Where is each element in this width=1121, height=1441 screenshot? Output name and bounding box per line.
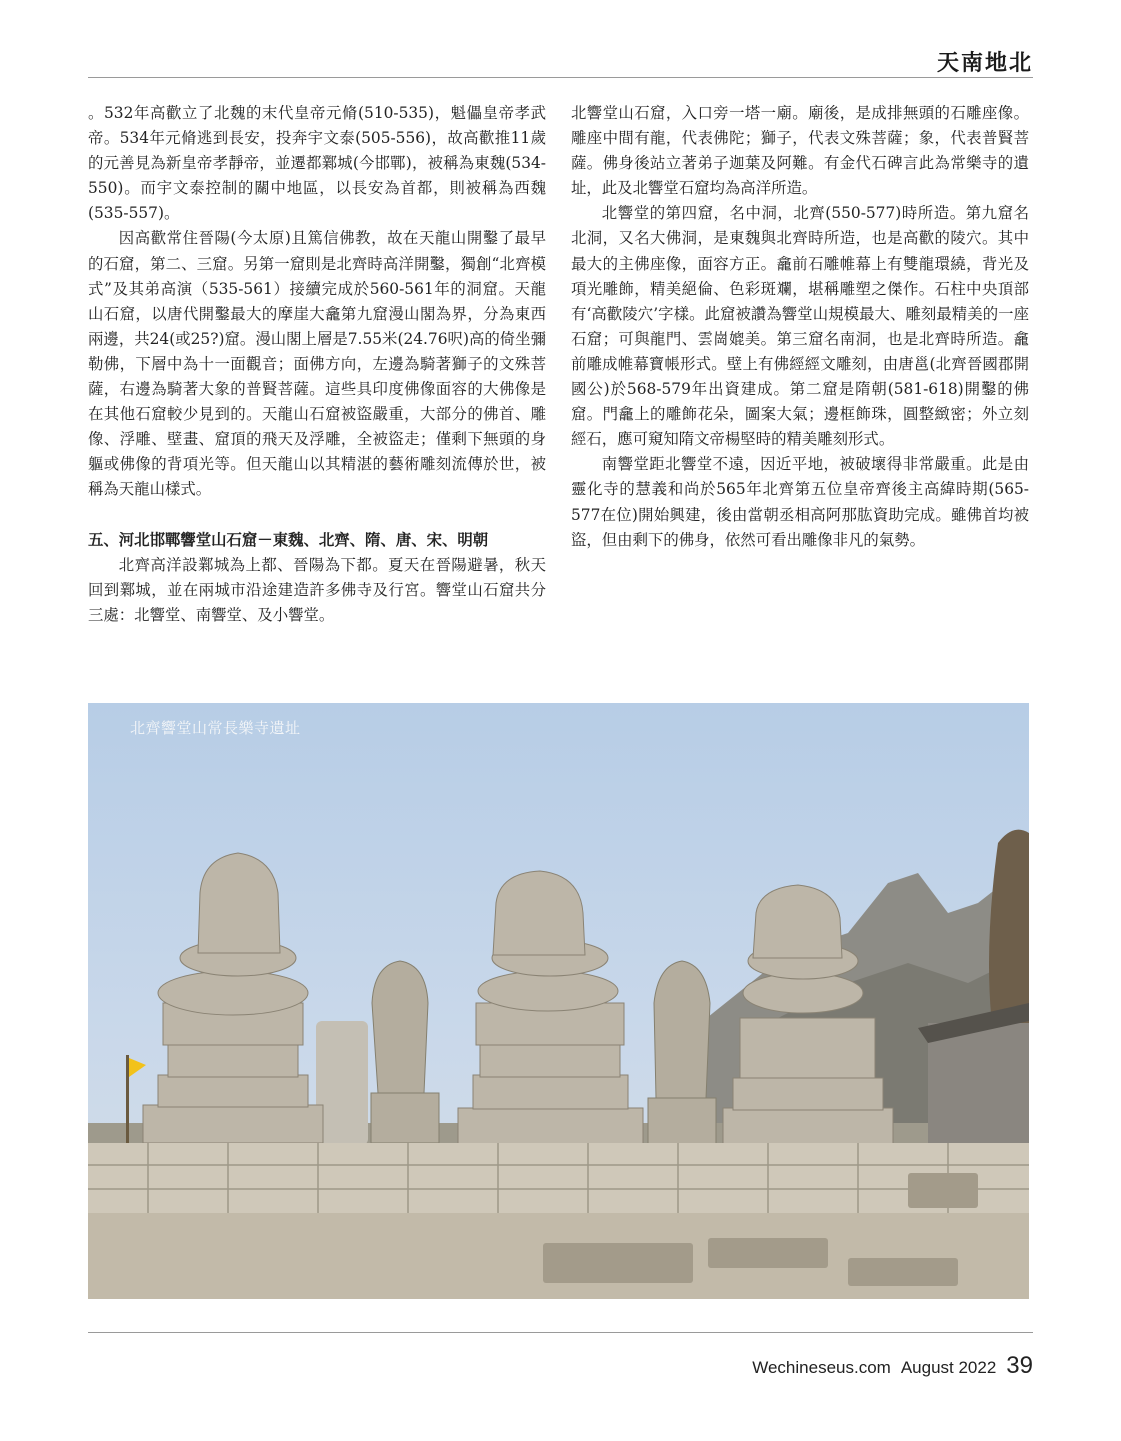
tree-cliff — [989, 830, 1029, 1033]
right-paragraph-1: 北響堂山石窟，入口旁一塔一廟。廟後，是成排無頭的石雕座像。雕座中間有龍，代表佛陀；獅子，代表文殊菩薩；象，代表普賢菩薩。佛身後站立著弟子迦葉及阿難。有金代石碑言此為常樂寺的遺址，此及北響堂石窟均為高洋所造。 — [571, 104, 1029, 198]
right-paragraph-2: 北響堂的第四窟，名中洞，北齊(550-577)時所造。第九窟名北洞，又名大佛洞，是東魏與北齊時所造，也是高歡的陵穴。其中最大的主佛座像，面容方正。龕前石雕帷幕上有雙龍環繞，背光及項光雕飾，精美絕倫、色彩斑斕，堪稱雕塑之傑作。石柱中央頂部有‘高歡陵穴’字樣。此窟被讚為響堂山規模最大、雕刻最精美的一座石窟；可與龍門、雲崗媲美。第三窟名南洞，也是北齊時所造。龕前雕成帷幕寶帳形式。壁上有佛經經文雕刻，由唐邕(北齊晉國郡開國公)於568-579年出資建成。第二窟是隋朝(581-618)開鑿的佛窟。門龕上的雕飾花朵，圖案大氣；邊框飾珠，圓整緻密；外立刻經石，應可窺知隋文帝楊堅時的精美雕刻形式。 — [571, 204, 1029, 449]
header-rule — [88, 77, 1033, 78]
flag-pole — [126, 1055, 129, 1145]
photo-caption: 北齊響堂山常長樂寺遺址 — [130, 719, 301, 737]
stone-platform — [88, 1143, 1029, 1213]
right-paragraph-3: 南響堂距北響堂不遠，因近平地，被破壞得非常嚴重。此是由靈化寺的慧義和尚於565年北齊第五位皇帝齊後主高緯時期(565-577在位)開始興建，後由當朝丞相高阿那肱資助完成。雖佛首均被盜，但由剩下的佛身，依然可看出雕像非凡的氣勢。 — [571, 455, 1029, 549]
right-column — [571, 101, 1029, 553]
left-paragraph-2: 因高歡常住晉陽(今太原)且篤信佛教，故在天龍山開鑿了最早的石窟，第二、三窟。另第一窟則是北齊時高洋開鑿，獨創“北齊模式”及其弟高演（535-561）接續完成於560-561年的洞窟。天龍山石窟，以唐代開鑿最大的摩崖大龕第九窟漫山閣為界，分為東西兩邊，共24(或25?)窟。漫山閣上層是7.55米(24.76呎)高的倚坐彌勒佛，下層中為十一面觀音；面佛方向，左邊為騎著獅子的文殊菩薩，右邊為騎著大象的普賢菩薩。這些具印度佛像面容的大佛像是在其他石窟較少見到的。天龍山石窟被盜嚴重，大部分的佛首、雕像、浮雕、壁畫、窟頂的飛天及浮雕，全被盜走；僅剩下無頭的身軀或佛像的背項光等。但天龍山以其精湛的藝術雕刻流傳於世，被稱為天龍山樣式。 — [88, 229, 546, 499]
photo-illustration — [88, 703, 1029, 1299]
footer-site: Wechineseus.com — [752, 1358, 891, 1377]
footer-rule — [88, 1332, 1033, 1333]
headless-buddha-statue-2 — [458, 871, 643, 1144]
headless-buddha-statue-1 — [143, 853, 323, 1143]
temple-ruins-photo — [88, 703, 1029, 1299]
page-number: 39 — [1006, 1352, 1033, 1379]
left-paragraph-3: 北齊高洋設鄴城為上都、晉陽為下都。夏天在晉陽避暑，秋天回到鄴城，並在兩城市沿途建造許多佛寺及行宮。響堂山石窟共分三處：北響堂、南響堂、及小響堂。 — [88, 555, 546, 624]
section-title: 天南地北 — [936, 50, 1033, 76]
footer-issue: August 2022 — [900, 1358, 997, 1377]
building-wall — [928, 1023, 1029, 1163]
left-column — [88, 101, 546, 628]
section-heading: 五、河北邯鄲響堂山石窟－東魏、北齊、隋、唐、宋、明朝 — [88, 530, 489, 549]
left-paragraph-1: 。532年高歡立了北魏的末代皇帝元脩(510-535)，魁儡皇帝孝武帝。534年元脩逃到長安，投奔宇文泰(505-556)，故高歡推11歲的元善見為新皇帝孝靜帝，並遷都鄴城(今邯鄲)，被稱為東魏(534-550)。而宇文泰控制的關中地區，以長安為首都，則被稱為西魏(535-557)。 — [88, 104, 546, 223]
stone-stele — [316, 1021, 368, 1145]
yellow-flag — [129, 1058, 146, 1077]
page-footer — [752, 1352, 1033, 1380]
